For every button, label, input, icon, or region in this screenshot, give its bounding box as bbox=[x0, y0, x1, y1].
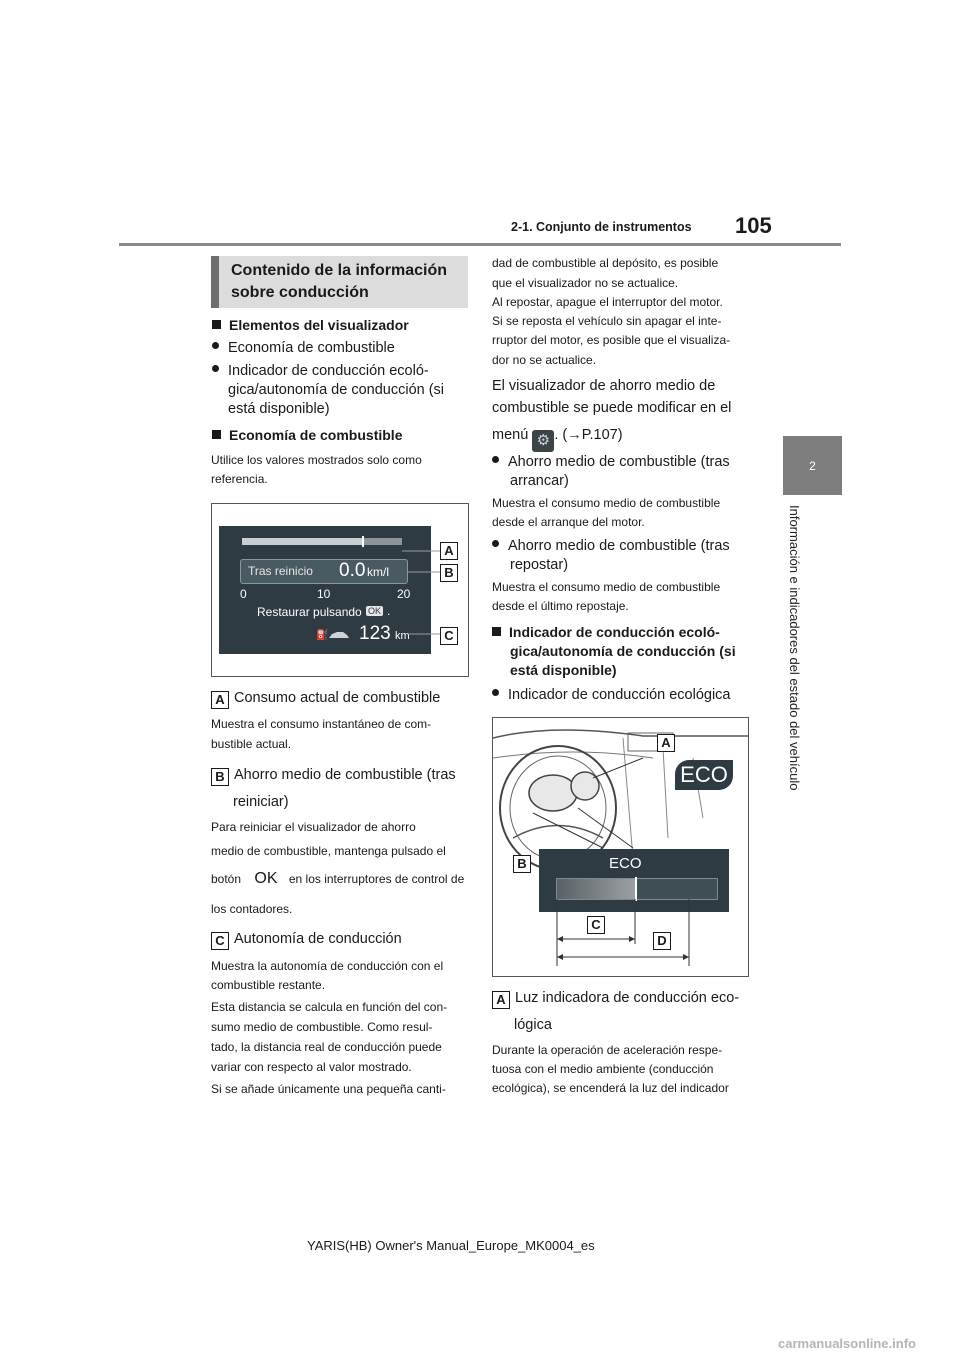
bullet-eco-indicator: Indicador de conducción ecoló- bbox=[212, 361, 429, 381]
callout-c: C bbox=[587, 916, 605, 934]
item-b-line2: reiniciar) bbox=[233, 794, 289, 810]
eco-badge: ECO bbox=[675, 760, 733, 790]
paragraph-c-5: tado, la distancia real de conducción puede bbox=[211, 1040, 442, 1054]
paragraph-c-1: Muestra la autonomía de conducción con el bbox=[211, 959, 444, 973]
square-bullet-icon bbox=[492, 627, 501, 636]
r-item-a-eco-light: A Luz indicadora de conducción eco- bbox=[492, 987, 739, 1009]
section-title-line1: Contenido de la información bbox=[231, 262, 448, 279]
r-paragraph-refuel-1: Muestra el consumo medio de combustible bbox=[492, 580, 721, 594]
heading-fuel-economy: Economía de combustible bbox=[212, 426, 402, 445]
chapter-number: 2 bbox=[809, 458, 816, 473]
paragraph-b-1: Para reiniciar el visualizador de ahorro bbox=[211, 820, 416, 834]
paragraph-b-2: medio de combustible, mantenga pulsado el bbox=[211, 844, 446, 858]
paragraph-a-1: Muestra el consumo instantáneo de com- bbox=[211, 717, 432, 731]
eco-bar-title: ECO bbox=[609, 855, 642, 872]
bullet-dot-icon bbox=[492, 689, 499, 696]
square-bullet-icon bbox=[212, 320, 221, 329]
bullet-eco-indicator-line2: gica/autonomía de conducción (si bbox=[228, 382, 445, 398]
r-paragraph-2: que el visualizador no se actualice. bbox=[492, 276, 679, 290]
paragraph-b-4: los contadores. bbox=[211, 902, 293, 916]
r-paragraph-a-3: ecológica), se encenderá la luz del indicador bbox=[492, 1081, 729, 1095]
chapter-tab bbox=[783, 436, 842, 495]
footer-manual-id: YARIS(HB) Owner's Manual_Europe_MK0004_es bbox=[307, 1238, 595, 1253]
r-paragraph-6: dor no se actualice. bbox=[492, 353, 597, 367]
r-menu-line1: El visualizador de ahorro medio de bbox=[492, 378, 716, 394]
fuel-pump-icon: ⛽ bbox=[316, 630, 329, 641]
heading-display-elements: Elementos del visualizador bbox=[212, 316, 409, 335]
r-paragraph-start-1: Muestra el consumo medio de combustible bbox=[492, 496, 721, 510]
callout-lines bbox=[212, 504, 468, 676]
r-menu-line3: menú ⚙ . (→P.107) bbox=[492, 424, 623, 452]
item-c-range: C Autonomía de conducción bbox=[211, 928, 402, 950]
paragraph-c-4: sumo medio de combustible. Como resul- bbox=[211, 1020, 433, 1034]
callout-b: B bbox=[440, 564, 458, 582]
section-header: 2-1. Conjunto de instrumentos bbox=[511, 220, 692, 234]
scale-0: 0 bbox=[240, 587, 247, 601]
paragraph-reference-1: Utilice los valores mostrados solo como bbox=[211, 453, 422, 467]
page-number: 105 bbox=[735, 213, 772, 238]
scale-10: 10 bbox=[317, 587, 331, 601]
avg-economy-value: 0.0 bbox=[339, 560, 366, 581]
r-paragraph-4: Si se reposta el vehículo sin apagar el inte- bbox=[492, 314, 722, 328]
r-bullet-since-refuel-line2: repostar) bbox=[510, 557, 569, 573]
r-paragraph-1: dad de combustible al depósito, es posible bbox=[492, 256, 719, 270]
callout-a: A bbox=[657, 734, 675, 752]
range-value: 123 bbox=[359, 623, 391, 644]
callout-b: B bbox=[513, 855, 531, 873]
label-b: B bbox=[211, 768, 229, 786]
label-a: A bbox=[211, 691, 229, 709]
label-c: C bbox=[211, 932, 229, 950]
paragraph-c-7: Si se añade únicamente una pequeña canti- bbox=[211, 1082, 446, 1096]
bullet-dot-icon bbox=[492, 456, 499, 463]
paragraph-c-6: variar con respecto al valor mostrado. bbox=[211, 1060, 412, 1074]
r-bullet-since-start-line2: arrancar) bbox=[510, 473, 569, 489]
r-menu-line2: combustible se puede modificar en el bbox=[492, 400, 732, 416]
r-paragraph-a-1: Durante la operación de aceleración respe- bbox=[492, 1043, 723, 1057]
r-heading-eco-line3: está disponible) bbox=[510, 662, 617, 678]
scale-20: 20 bbox=[397, 587, 411, 601]
r-paragraph-a-2: tuosa con el medio ambiente (conducción bbox=[492, 1062, 714, 1076]
r-paragraph-start-2: desde el arranque del motor. bbox=[492, 515, 645, 529]
ok-badge: OK bbox=[368, 606, 382, 616]
paragraph-a-2: bustible actual. bbox=[211, 737, 292, 751]
section-title-box bbox=[211, 256, 468, 308]
gear-icon: ⚙ bbox=[532, 430, 554, 452]
r-paragraph-5: rruptor del motor, es posible que el visualiza- bbox=[492, 333, 731, 347]
callout-a: A bbox=[440, 542, 458, 560]
restaurar-label: Restaurar pulsando bbox=[257, 605, 362, 619]
range-unit: km bbox=[395, 630, 410, 642]
bullet-dot-icon bbox=[212, 342, 219, 349]
r-heading-eco: Indicador de conducción ecoló- bbox=[492, 623, 720, 642]
r-paragraph-refuel-2: desde el último repostaje. bbox=[492, 599, 629, 613]
tras-reinicio-label: Tras reinicio bbox=[248, 564, 313, 578]
label-a: A bbox=[492, 991, 510, 1009]
r-paragraph-3: Al repostar, apague el interruptor del motor. bbox=[492, 295, 723, 309]
item-a-current-consumption: A Consumo actual de combustible bbox=[211, 687, 440, 709]
avg-economy-unit: km/l bbox=[367, 565, 389, 579]
r-bullet-eco-indicator: Indicador de conducción ecológica bbox=[492, 685, 730, 705]
display-screen: Tras reinicio 0.0 km/l 0 10 20 Restaurar pulsando OK . ⛽ 123 km bbox=[219, 526, 431, 654]
callout-d: D bbox=[653, 932, 671, 950]
callout-c: C bbox=[440, 627, 458, 645]
r-item-a-line2: lógica bbox=[514, 1017, 552, 1033]
paragraph-c-3: Esta distancia se calcula en función del con- bbox=[211, 1000, 448, 1014]
r-bullet-since-refuel: Ahorro medio de combustible (tras bbox=[492, 536, 730, 556]
dimension-lines bbox=[493, 718, 748, 976]
chapter-title: Información e indicadores del estado del vehículo bbox=[787, 505, 802, 791]
square-bullet-icon bbox=[212, 430, 221, 439]
watermark: carmanualsonline.info bbox=[778, 1336, 916, 1351]
bullet-dot-icon bbox=[212, 365, 219, 372]
bullet-dot-icon bbox=[492, 540, 499, 547]
bullet-eco-indicator-line3: está disponible) bbox=[228, 401, 330, 417]
figure-eco-indicator bbox=[492, 717, 749, 977]
figure-fuel-display bbox=[211, 503, 469, 677]
paragraph-b-3: botón OK en los interruptores de control de bbox=[211, 870, 465, 887]
r-heading-eco-line2: gica/autonomía de conducción (si bbox=[510, 643, 736, 659]
item-b-average-economy: B Ahorro medio de combustible (tras bbox=[211, 764, 456, 786]
paragraph-c-2: combustible restante. bbox=[211, 978, 326, 992]
r-bullet-since-start: Ahorro medio de combustible (tras bbox=[492, 452, 730, 472]
bullet-fuel-economy: Economía de combustible bbox=[212, 338, 395, 358]
section-title-line2: sobre conducción bbox=[231, 284, 369, 301]
header-rule bbox=[119, 243, 841, 246]
ok-button-glyph: OK bbox=[254, 870, 278, 887]
paragraph-reference-2: referencia. bbox=[211, 472, 268, 486]
arrow-icon: → bbox=[567, 427, 582, 443]
